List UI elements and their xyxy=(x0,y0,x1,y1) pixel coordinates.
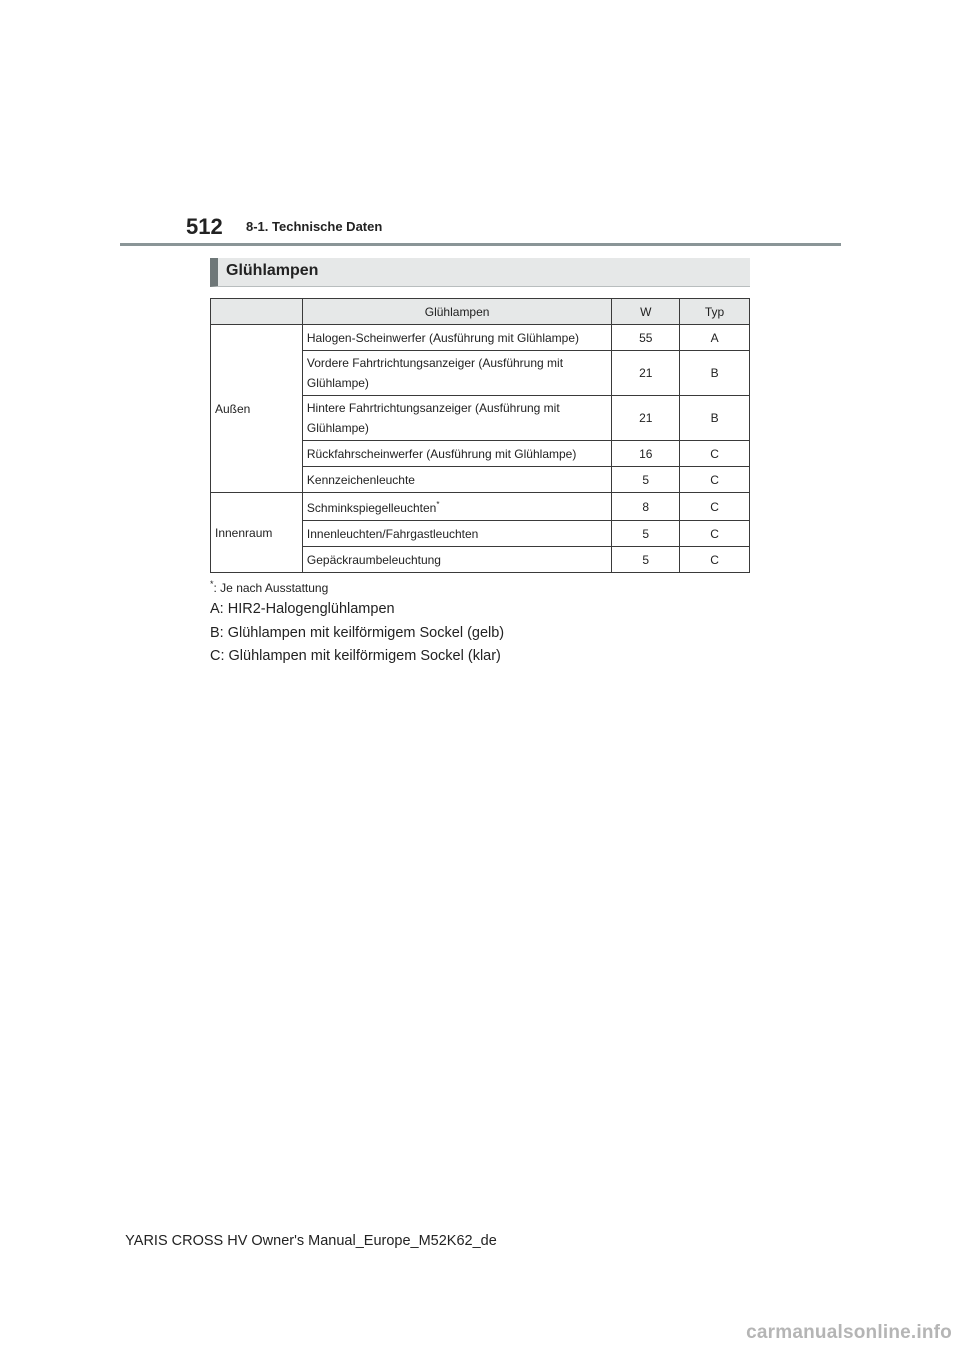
table-row xyxy=(211,493,750,521)
group-label-interior: Innenraum xyxy=(211,493,303,573)
bulb-type: B xyxy=(680,351,750,396)
bulb-name: Halogen-Scheinwerfer (Ausführung mit Glühlampe) xyxy=(302,325,611,351)
footnote-marker: * xyxy=(436,500,440,509)
section-heading-text: Glühlampen xyxy=(226,262,319,279)
legend-item-b: B: Glühlampen mit keilförmigem Sockel (gelb) xyxy=(210,624,505,641)
bulb-name: Schminkspiegelleuchten xyxy=(306,501,437,515)
group-label-exterior: Außen xyxy=(211,325,303,493)
column-header-watts: W xyxy=(612,299,680,325)
bulb-watts: 16 xyxy=(612,441,680,467)
bulb-type: C xyxy=(680,521,750,547)
table-row xyxy=(211,325,750,351)
page-number: 512 xyxy=(186,214,223,239)
bulb-name: Vordere Fahrtrichtungsanzeiger (Ausführung mit Glühlampe) xyxy=(302,351,611,396)
bulb-type: C xyxy=(680,547,750,573)
legend-item-c: C: Glühlampen mit keilförmigem Sockel (klar) xyxy=(210,648,501,664)
column-header-bulbs: Glühlampen xyxy=(302,299,611,325)
bulb-watts: 5 xyxy=(612,521,680,547)
type-legend xyxy=(210,601,504,672)
bulb-watts: 5 xyxy=(612,547,680,573)
table-header-row xyxy=(211,299,750,325)
bulb-watts: 55 xyxy=(612,325,680,351)
bulb-type: C xyxy=(680,493,750,521)
bulb-watts: 5 xyxy=(612,467,680,493)
header-divider xyxy=(120,243,841,246)
bulb-watts: 21 xyxy=(612,396,680,441)
footnote-text: : Je nach Ausstattung xyxy=(213,581,329,595)
footnote xyxy=(210,579,328,595)
bulb-watts: 8 xyxy=(612,493,680,521)
bulb-name: Gepäckraumbeleuchtung xyxy=(302,547,611,573)
bulb-name-cell xyxy=(302,493,611,521)
footer xyxy=(0,1233,960,1249)
bulb-type: C xyxy=(680,441,750,467)
legend-item-a: A: HIR2-Halogenglühlampen xyxy=(210,601,395,617)
watermark: carmanualsonline.info xyxy=(746,1322,952,1343)
footer-text: YARIS CROSS HV Owner's Manual_Europe_M52K62_de xyxy=(125,1233,497,1249)
bulb-name: Hintere Fahrtrichtungsanzeiger (Ausführung mit Glühlampe) xyxy=(302,396,611,441)
section-title: 8-1. Technische Daten xyxy=(246,219,383,234)
bulb-watts: 21 xyxy=(612,351,680,396)
bulb-type: A xyxy=(680,325,750,351)
bulb-type: C xyxy=(680,467,750,493)
bulb-type: B xyxy=(680,396,750,441)
column-header-type: Typ xyxy=(680,299,750,325)
column-header-group xyxy=(211,299,303,325)
bulb-name: Rückfahrscheinwerfer (Ausführung mit Glühlampe) xyxy=(302,441,611,467)
bulb-name: Kennzeichenleuchte xyxy=(302,467,611,493)
bulb-name: Innenleuchten/Fahrgastleuchten xyxy=(302,521,611,547)
bulb-table xyxy=(210,298,750,573)
footnote-marker: * xyxy=(210,579,214,589)
section-heading xyxy=(210,258,750,287)
